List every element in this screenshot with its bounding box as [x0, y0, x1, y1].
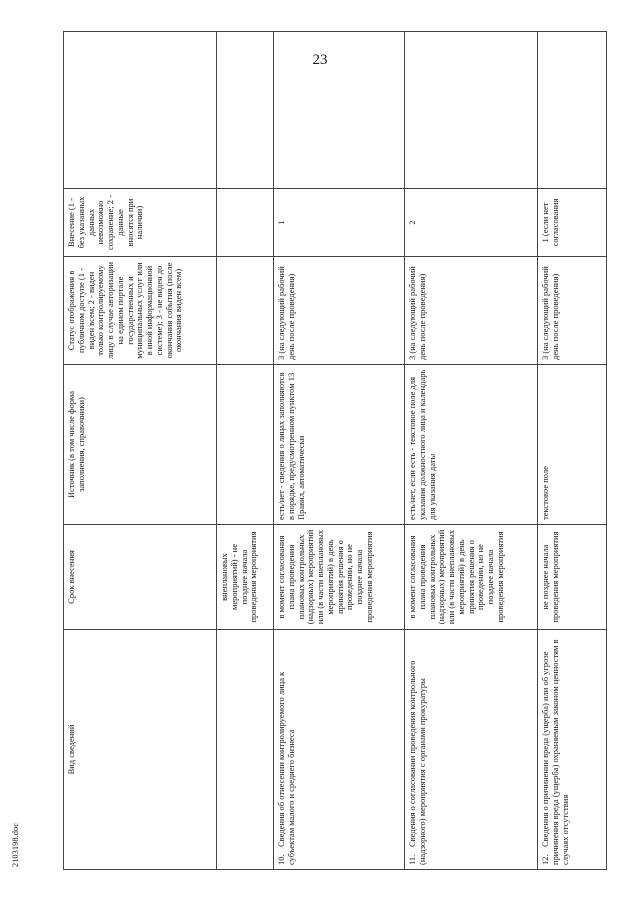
cell-source: есть/нет - сведения о лицах заполняются в порядке, предусмотренном пунктом 13 Правил, автоматически — [274, 365, 405, 525]
cell-term: внеплановых мероприятий) - не позднее начала проведения мероприятия — [217, 525, 274, 630]
cell-blank — [217, 32, 274, 189]
cell-entry: 1 (если нет согласования — [538, 189, 607, 257]
cell-kind — [405, 630, 538, 870]
footer-filename: 2103198.doc — [10, 822, 20, 867]
header-blank — [64, 32, 217, 189]
cell-source — [217, 365, 274, 525]
header-entry: Внесение (1 - без указанных данных невозможно сохранение; 2 - данные вносятся при наличии) — [64, 189, 217, 257]
cell-blank — [538, 32, 607, 189]
table-row — [538, 32, 607, 870]
cell-term: не позднее начала проведения мероприятия — [538, 525, 607, 630]
cell-blank — [405, 32, 538, 189]
row-number: 10. — [276, 854, 286, 865]
rotated-table-container — [63, 32, 591, 870]
cell-source: есть/нет, если есть - текстовое поле для указания должностного лица и календарь для указания даты — [405, 365, 538, 525]
cell-status: 3 (на следующий рабочий день после проведения) — [405, 257, 538, 365]
cell-status: 3 (на следующий рабочий день после проведения) — [538, 257, 607, 365]
row-number: 11. — [407, 854, 417, 865]
header-status: Статус отображения в публичном доступе (1 - виден всем; 2 - виден только контролируемому лицу в случае авторизации на едином портале государственных и муниципальных услуг или в иной информационной системе); 3 - не виден до окончания события (после окончания виден всем) — [64, 257, 217, 365]
cell-entry: 2 — [405, 189, 538, 257]
row-kind-text: Сведения об отнесении контролируемого лица к субъектам малого и среднего бизнеса — [276, 671, 296, 865]
cell-kind — [274, 630, 405, 870]
header-source: Источник (в том числе форма заполнения, справочники) — [64, 365, 217, 525]
table-row — [405, 32, 538, 870]
cell-status: 3 (на следующий рабочий день после проведения) — [274, 257, 405, 365]
row-kind-text: Сведения о согласовании проведения контрольного (надзорного) мероприятия с органами прокуратуры — [407, 660, 427, 865]
cell-blank — [274, 32, 405, 189]
header-kind: Вид сведений — [64, 630, 217, 870]
cell-kind — [217, 630, 274, 870]
page-number: 23 — [312, 52, 328, 68]
table-row — [274, 32, 405, 870]
table-header-row — [64, 32, 217, 870]
row-number: 12. — [540, 854, 550, 865]
row-kind-text: Сведения о причинении вреда (ущерба) или об угрозе причинения вреда (ущерба) охраняемым законом ценностям в случаях отсутствия — [540, 639, 570, 865]
header-term: Срок внесения — [64, 525, 217, 630]
cell-term: в момент согласования плана проведения плановых контрольных (надзорных) мероприятий или (в части внеплановых мероприятий) в день принятия решения о проведении, но не позднее начала проведения мероприятия — [405, 525, 538, 630]
cell-entry: 1 — [274, 189, 405, 257]
cell-source: текстовое поле — [538, 365, 607, 525]
cell-entry — [217, 189, 274, 257]
cell-term: в момент согласования плана проведения плановых контрольных (надзорных) мероприятий или (в части внеплановых мероприятий) в день принятия решения о проведении, но не позднее начала проведения мероприятия — [274, 525, 405, 630]
table-row-continuation — [217, 32, 274, 870]
register-table — [63, 31, 607, 870]
cell-status — [217, 257, 274, 365]
cell-kind — [538, 630, 607, 870]
